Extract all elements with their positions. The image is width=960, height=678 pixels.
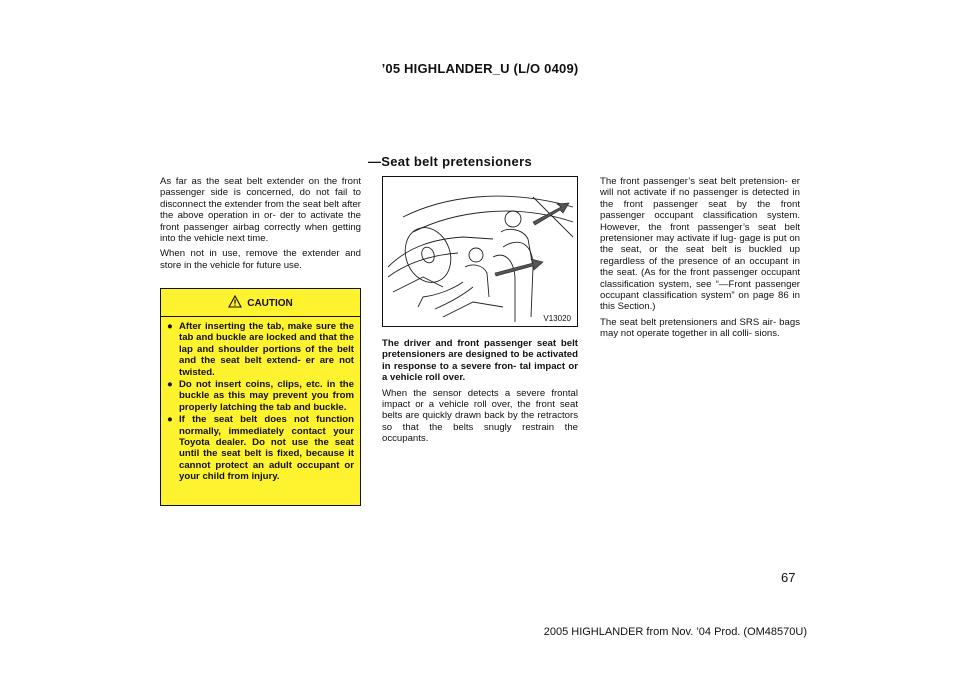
left-paragraph-1: As far as the seat belt extender on the front passenger side is concerned, do not fail to disconnect the extender from the seat belt after the above operation in or- der to activate the front passenger airbag correctly when getting into the vehicle next time. [160, 176, 361, 245]
bold-paragraph: The driver and front passenger seat belt pretensioners are designed to be activated in response to a severe fron- tal impact or a vehicle roll over. [382, 338, 578, 384]
footer-text: 2005 HIGHLANDER from Nov. ’04 Prod. (OM48570U) [543, 626, 807, 638]
caution-header [161, 295, 360, 311]
right-paragraph-2: The seat belt pretensioners and SRS air- bags may not operate together in all colli- sions. [600, 316, 800, 340]
left-column [160, 176, 361, 275]
caution-item: ● Do not insert coins, clips, etc. in the buckle as this may prevent you from properly latching the tab and buckle. [167, 379, 354, 413]
middle-column-text [382, 338, 578, 449]
document-header-title: ’05 HIGHLANDER_U (L/O 0409) [381, 61, 579, 76]
right-column [600, 176, 800, 344]
bullet-icon: ● [167, 321, 173, 332]
caution-title: CAUTION [247, 297, 293, 309]
figure-code: V13020 [543, 314, 571, 323]
section-heading: —Seat belt pretensioners [368, 154, 532, 169]
pretensioner-illustration [382, 176, 578, 327]
middle-paragraph: When the sensor detects a severe frontal impact or a vehicle roll over, the front seat belts are quickly drawn back by the retractors so that the belts snugly restrain the occupants. [382, 387, 578, 445]
caution-item: ● After inserting the tab, make sure the tab and buckle are locked and that the lap and shoulder portions of the belt and the seat belt extend- er are not twisted. [167, 321, 354, 378]
caution-item: ● If the seat belt does not function normally, immediately contact your Toyota dealer. Do not use the seat until the seat belt is fixed, because it cannot protect an adult occupant or your child from injury. [167, 414, 354, 483]
left-paragraph-2: When not in use, remove the extender and store in the vehicle for future use. [160, 248, 361, 271]
right-paragraph-1: The front passenger’s seat belt pretension- er will not activate if no passenger is detected in the front passenger seat by the front passenger occupant classification system. However, the front passenger’s seat belt pretensioner may activate if lug- gage is put on the seat, or the seat belt is buckled up regardless of the presence of an occupant in the seat. (As for the front passenger occupant classification system, see “—Front passenger occupant classification system” on page 86 in this Section.) [600, 176, 800, 313]
caution-box [160, 288, 361, 506]
caution-list [161, 317, 360, 483]
car-interior-drawing [383, 177, 578, 327]
page-number: 67 [781, 570, 796, 585]
bullet-icon: ● [167, 414, 173, 426]
bullet-icon: ● [167, 379, 173, 391]
warning-triangle-icon [228, 295, 242, 311]
